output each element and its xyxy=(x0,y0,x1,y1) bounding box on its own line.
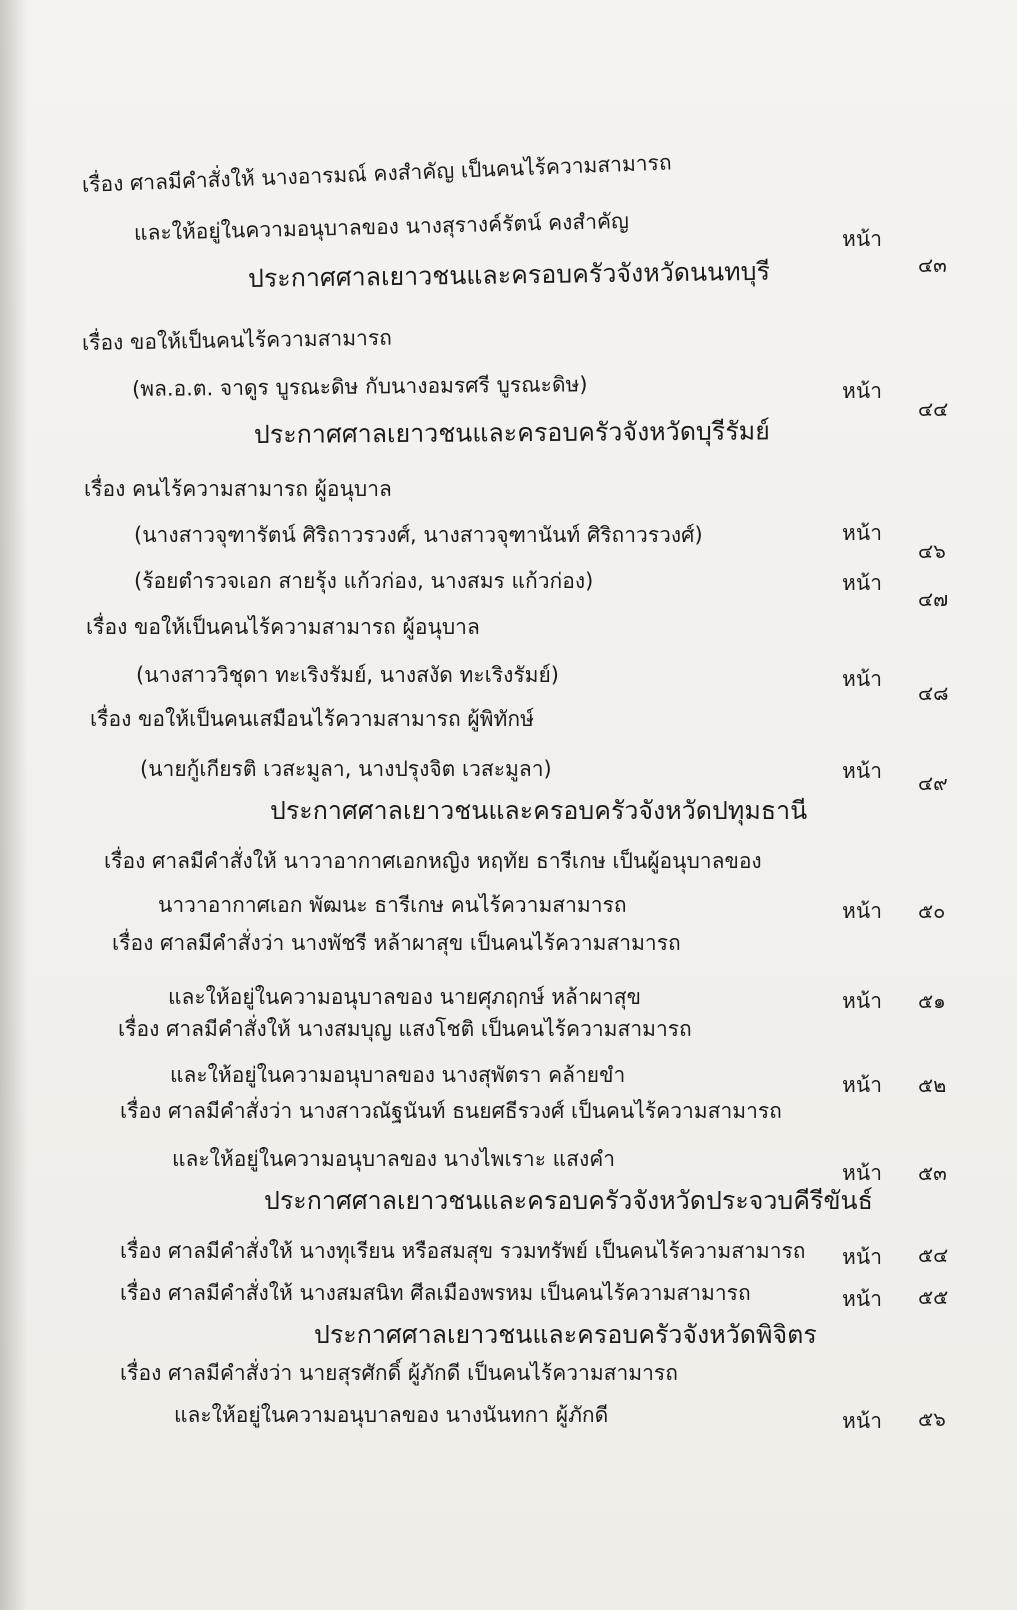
entry-detail-line: นาวาอากาศเอก พัฒนะ ธารีเกษ คนไร้ความสามารถ xyxy=(158,893,627,917)
entry-detail-line: และให้อยู่ในความอนุบาลของ นางสุรางค์รัตน์ คงสำคัญ xyxy=(133,208,630,245)
binding-shadow xyxy=(0,0,28,1610)
entry-detail-line: (นางสาวจุฑารัตน์ ศิริถาวรวงศ์, นางสาวจุฑานันท์ ศิริถาวรวงศ์) xyxy=(134,523,703,547)
page-label: หน้า xyxy=(842,1245,882,1269)
page-number: ๕๐ xyxy=(918,899,946,923)
entry-subject-line: เรื่อง คนไร้ความสามารถ ผู้อนุบาล xyxy=(84,477,392,501)
section-heading: ประกาศศาลเยาวชนและครอบครัวจังหวัดบุรีรัมย์ xyxy=(253,416,770,449)
entry-detail-line: และให้อยู่ในความอนุบาลของ นางไพเราะ แสงคำ xyxy=(172,1147,616,1171)
entry-subject-line: เรื่อง ศาลมีคำสั่งให้ นางสมสนิท ศีลเมืองพรหม เป็นคนไร้ความสามารถ xyxy=(120,1281,751,1305)
page-label: หน้า xyxy=(842,759,882,783)
page-label: หน้า xyxy=(842,571,882,595)
page-number: ๔๗ xyxy=(918,587,949,611)
page-label: หน้า xyxy=(842,989,882,1013)
page-number: ๕๓ xyxy=(918,1161,947,1185)
entry-subject-line: เรื่อง ขอให้เป็นคนไร้ความสามารถ ผู้อนุบาล xyxy=(86,615,480,639)
page-label: หน้า xyxy=(842,379,882,403)
page-label: หน้า xyxy=(842,899,882,923)
section-heading: ประกาศศาลเยาวชนและครอบครัวจังหวัดปทุมธานี xyxy=(270,796,808,825)
entry-subject-line: เรื่อง ศาลมีคำสั่งว่า นางสาวณัฐนันท์ ธนยศธีรวงศ์ เป็นคนไร้ความสามารถ xyxy=(120,1099,782,1123)
entry-subject-line: เรื่อง ศาลมีคำสั่งว่า นายสุรศักดิ์ ผู้ภักดี เป็นคนไร้ความสามารถ xyxy=(120,1361,678,1385)
page-number: ๕๕ xyxy=(918,1285,949,1309)
entry-subject-line: เรื่อง ศาลมีคำสั่งให้ นางสมบุญ แสงโชติ เป็นคนไร้ความสามารถ xyxy=(118,1017,692,1041)
page-number: ๔๙ xyxy=(918,771,948,795)
section-heading: ประกาศศาลเยาวชนและครอบครัวจังหวัดประจวบคีรีขันธ์ xyxy=(264,1186,873,1215)
section-heading: ประกาศศาลเยาวชนและครอบครัวจังหวัดพิจิตร xyxy=(314,1320,817,1349)
section-heading: ประกาศศาลเยาวชนและครอบครัวจังหวัดนนทบุรี xyxy=(247,256,771,293)
entry-subject-line: เรื่อง ศาลมีคำสั่งให้ นางทุเรียน หรือสมสุข รวมทรัพย์ เป็นคนไร้ความสามารถ xyxy=(120,1239,806,1263)
page-label: หน้า xyxy=(842,1161,882,1185)
entry-detail-line: (นางสาววิชุดา ทะเริงรัมย์, นางสงัด ทะเริงรัมย์) xyxy=(136,663,559,687)
page-label: หน้า xyxy=(842,1287,882,1311)
entry-subject-line: เรื่อง ศาลมีคำสั่งให้ นางอารมณ์ คงสำคัญ เป็นคนไร้ความสามารถ xyxy=(81,150,672,197)
entry-subject-line: เรื่อง ศาลมีคำสั่งว่า นางพัชรี หล้าผาสุข เป็นคนไร้ความสามารถ xyxy=(112,931,681,955)
page-number: ๕๒ xyxy=(918,1073,947,1097)
page-number: ๔๔ xyxy=(918,397,949,421)
entry-subject-line: เรื่อง ขอให้เป็นคนเสมือนไร้ความสามารถ ผู้พิทักษ์ xyxy=(90,707,534,731)
entry-detail-line: และให้อยู่ในความอนุบาลของ นายศุภฤกษ์ หล้าผาสุข xyxy=(168,985,641,1009)
page-number: ๔๓ xyxy=(918,253,947,277)
entry-subject-line: เรื่อง ศาลมีคำสั่งให้ นาวาอากาศเอกหญิง หฤทัย ธารีเกษ เป็นผู้อนุบาลของ xyxy=(104,849,762,873)
entry-detail-line: (ร้อยตำรวจเอก สายรุ้ง แก้วก่อง, นางสมร แก้วก่อง) xyxy=(134,569,594,593)
page-number: ๔๘ xyxy=(918,681,949,705)
page-number: ๔๖ xyxy=(918,539,946,563)
page-label: หน้า xyxy=(842,1409,882,1433)
page-label: หน้า xyxy=(842,521,882,545)
entry-subject-line: เรื่อง ขอให้เป็นคนไร้ความสามารถ xyxy=(81,325,393,355)
entry-detail-line: และให้อยู่ในความอนุบาลของ นางนันทกา ผู้ภักดี xyxy=(174,1403,609,1427)
page-number: ๕๔ xyxy=(918,1243,949,1267)
entry-detail-line: และให้อยู่ในความอนุบาลของ นางสุพัตรา คล้ายขำ xyxy=(170,1063,626,1087)
entry-detail-line: (นายกู้เกียรติ เวสะมูลา, นางปรุงจิต เวสะมูลา) xyxy=(140,757,552,781)
page-number: ๕๖ xyxy=(918,1407,946,1431)
page-number: ๕๑ xyxy=(918,989,946,1013)
entry-detail-line: (พล.อ.ต. จาดูร บูรณะดิษ กับนางอมรศรี บูรณะดิษ) xyxy=(131,372,588,401)
page-label: หน้า xyxy=(842,227,882,251)
page-label: หน้า xyxy=(842,1073,882,1097)
page-label: หน้า xyxy=(842,667,882,691)
